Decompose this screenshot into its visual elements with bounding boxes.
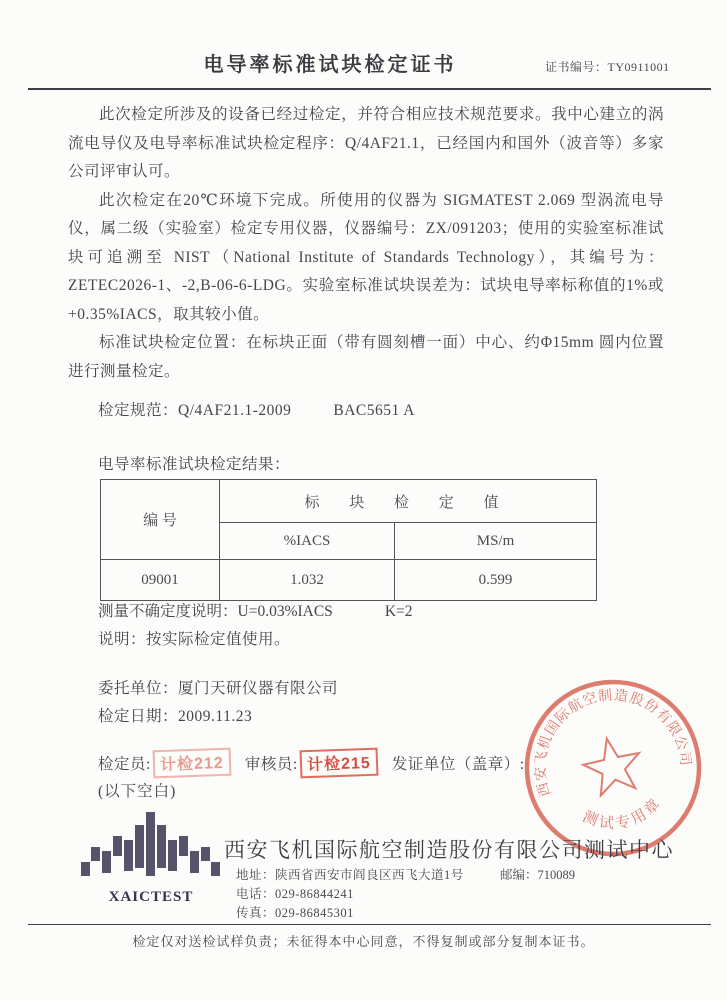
- footer-divider: [28, 924, 711, 925]
- spec-value-2: BAC5651 A: [333, 402, 415, 419]
- svg-text:西安飞机国际航空制造股份有限公司: [517, 672, 694, 799]
- cell-iacs-value: 1.032: [220, 560, 395, 601]
- xaictest-logo: [80, 812, 222, 906]
- seal-bottom-text: 测试专用章: [580, 794, 666, 833]
- uncertainty-line: [98, 599, 413, 621]
- col-header-iacs: %IACS: [220, 523, 395, 560]
- zip-value: 710089: [537, 868, 576, 882]
- reviewer-label: 审核员:: [244, 756, 298, 773]
- signature-row: [98, 749, 525, 777]
- issuer-label: 发证单位（盖章）:: [391, 756, 525, 773]
- spec-line: [98, 398, 415, 420]
- fax-value: 029-86845301: [275, 906, 354, 920]
- col-header-msm: MS/m: [395, 523, 597, 560]
- svg-text:测试专用章: [577, 791, 669, 840]
- org-name: 西安飞机国际航空制造股份有限公司测试中心: [224, 838, 674, 862]
- cell-msm-value: 0.599: [395, 560, 597, 601]
- cell-block-id: 09001: [101, 560, 220, 601]
- k-value: K=2: [384, 603, 413, 620]
- col-header-value-span: 标 块 检 定 值: [220, 480, 597, 523]
- body-paragraphs: [68, 101, 664, 386]
- spec-value-1: Q/4AF21.1-2009: [178, 402, 292, 419]
- client-line: [98, 676, 338, 698]
- blank-below-note: (以下空白): [98, 783, 177, 800]
- header-divider: [28, 88, 711, 90]
- results-table: [100, 479, 597, 601]
- logo-text: XAICTEST: [108, 889, 194, 905]
- client-label: 委托单位：: [98, 680, 179, 697]
- reviewer-stamp: 计检215: [299, 748, 378, 779]
- phone-value: 029-86844241: [275, 887, 354, 901]
- verifier-label: 检定员:: [98, 756, 151, 773]
- date-line: [98, 704, 252, 726]
- seal-arc-text: 西安飞机国际航空制造股份有限公司: [533, 688, 693, 799]
- logo-bars-icon: [81, 812, 221, 882]
- paragraph-position: 标准试块检定位置：在标块正面（带有圆刻槽一面）中心、约Φ15mm 圆内位置进行测量检定。: [68, 334, 664, 380]
- org-fax-line: [236, 903, 354, 921]
- uncertainty-label: 测量不确定度说明：: [98, 603, 238, 620]
- spec-label: 检定规范：: [98, 402, 179, 419]
- table-row: [101, 560, 597, 601]
- org-zip-line: [500, 865, 575, 883]
- seal-star-icon: [579, 733, 646, 798]
- date-value: 2009.11.23: [178, 708, 253, 725]
- paragraph-instrument: 此次检定在20℃环境下完成。所使用的仪器为 SIGMATEST 2.069 型涡流电导仪，属二级（实验室）检定专用仪器，仪器编号：ZX/091203；使用的实验室标准试块可追溯至 NIST（National Institute of Standards Technology），其编号为：ZETEC2026-1、-2,B-06-6-LDG。实验室标准试块误差为：试块电导率标称值的1%或+0.35%IACS，取其较小值。: [68, 191, 664, 323]
- verifier-stamp: 计检212: [152, 748, 231, 779]
- paragraph-equipment: 此次检定所涉及的设备已经过检定，并符合相应技术规范要求。我中心建立的涡流电导仪及电导率标准试块检定程序：Q/4AF21.1，已经国内和国外（波音等）多家公司评审认可。: [68, 106, 664, 180]
- zip-label: 邮编：: [500, 868, 538, 882]
- phone-label: 电话：: [236, 887, 276, 901]
- certificate-number: [545, 58, 670, 75]
- certificate-number-value: TY0911001: [607, 60, 670, 74]
- page-title: 电导率标准试块检定证书: [203, 54, 457, 76]
- address-value: 陕西省西安市阎良区西飞大道1号: [275, 868, 464, 882]
- results-heading: 电导率标准试块检定结果：: [98, 456, 291, 473]
- note-line: 说明：按实际检定值使用。: [98, 631, 291, 648]
- address-label: 地址：: [236, 868, 276, 882]
- col-header-id: 编 号: [101, 480, 220, 560]
- footer-disclaimer: 检定仅对送检试样负责；未征得本中心同意，不得复制或部分复制本证书。: [132, 934, 595, 949]
- org-phone-line: [236, 884, 354, 902]
- date-label: 检定日期：: [98, 708, 179, 725]
- certificate-number-label: 证书编号：: [545, 60, 608, 74]
- client-value: 厦门天研仪器有限公司: [178, 680, 339, 697]
- uncertainty-value: U=0.03%IACS: [237, 603, 333, 620]
- fax-label: 传真：: [236, 906, 276, 920]
- table-row: [101, 480, 597, 523]
- org-address-line: [236, 865, 464, 883]
